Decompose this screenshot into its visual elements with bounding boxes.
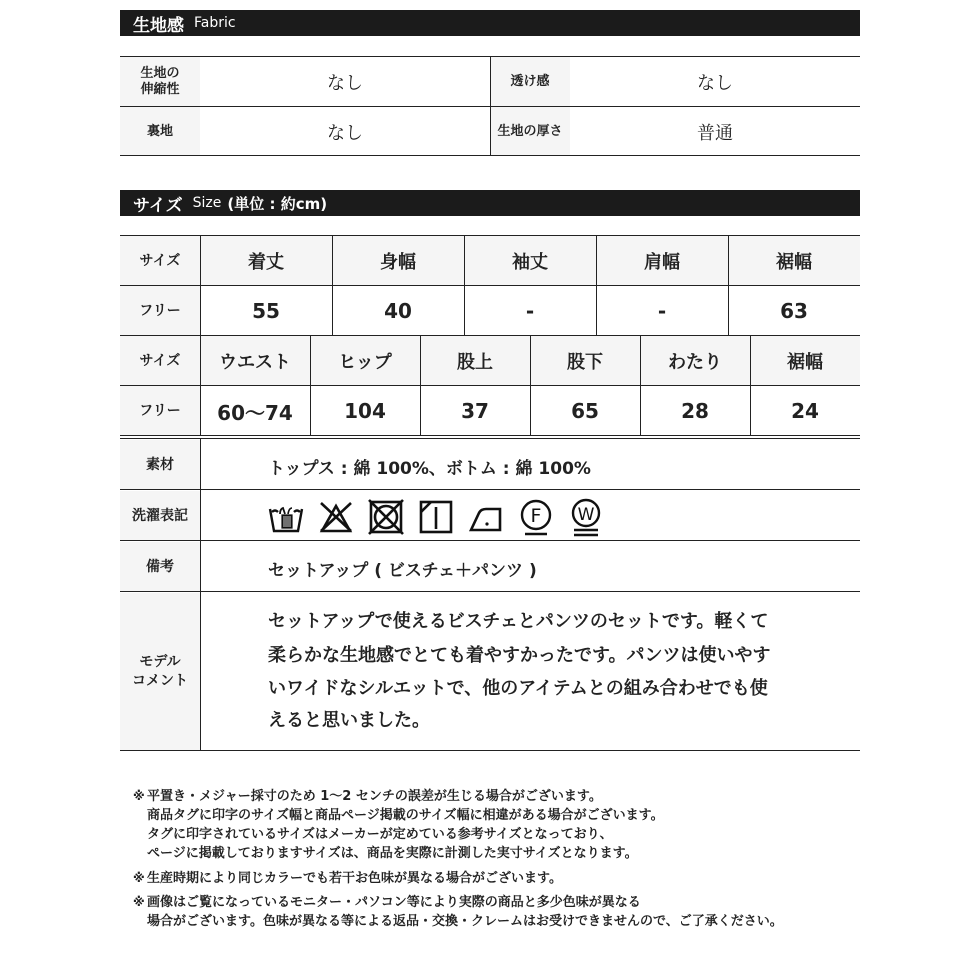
lining-label: 裏地: [120, 107, 200, 156]
note-mark: ※: [133, 871, 145, 885]
thickness-label: 生地の厚さ: [490, 107, 570, 156]
size-title: サイズ: [133, 195, 183, 216]
size-unit: (単位 : 約cm): [227, 194, 328, 213]
iron-low-icon: [468, 497, 504, 537]
dry-clean-f-icon: [518, 497, 554, 537]
size-table-double-border: [120, 438, 860, 439]
size-table-divider: [200, 336, 201, 436]
size-table-row-divider: [120, 285, 860, 286]
column-header-sleeve: 袖丈: [464, 236, 596, 286]
note-mark: ※: [133, 895, 145, 909]
size-table-divider: [640, 336, 641, 436]
model-comment-label-line1: モデル: [139, 654, 181, 670]
size-table-divider: [728, 236, 729, 336]
column-header-inseam: 股下: [530, 336, 640, 386]
fabric-subtitle: Fabric: [194, 15, 236, 31]
column-header-length: 着丈: [200, 236, 332, 286]
column-header-waist: ウエスト: [200, 336, 310, 386]
value-hem: 24: [791, 399, 819, 423]
details-row-divider: [120, 591, 860, 592]
size-row-label: フリー: [120, 286, 200, 336]
fabric-section-header: [120, 10, 860, 36]
size-header-label: サイズ: [120, 236, 200, 286]
value-thigh: 28: [681, 399, 709, 423]
size-header-label: サイズ: [120, 336, 200, 386]
material-value: トップス : 綿 100%、ボトム : 綿 100%: [268, 459, 591, 479]
value-inseam: 65: [571, 399, 599, 423]
thickness-value: 普通: [697, 122, 733, 144]
note-line: ページに掲載しておりますサイズは、商品を実際に計測した実寸サイズとなります。: [147, 846, 638, 861]
column-header-rise: 股上: [420, 336, 530, 386]
size-table-top-border: [120, 235, 860, 236]
svg-text:W: W: [577, 505, 595, 525]
note-line: タグに印字されているサイズはメーカーが定めている参考サイズとなっており、: [147, 827, 613, 842]
column-header-body-width: 身幅: [332, 236, 464, 286]
details-row-divider: [120, 540, 860, 541]
care-symbols: [268, 496, 618, 538]
no-tumble-dry-icon: [368, 497, 404, 537]
size-table-double-border: [120, 435, 860, 436]
material-label: 素材: [120, 440, 200, 490]
stretch-value: なし: [327, 73, 363, 94]
care-label: 洗濯表記: [120, 491, 200, 541]
column-header-shoulder: 肩幅: [596, 236, 728, 286]
lining-value: なし: [327, 122, 363, 144]
size-table-row-divider: [120, 385, 860, 386]
size-section-header: [120, 190, 860, 216]
svg-text:F: F: [530, 505, 542, 527]
fabric-title: 生地感: [133, 15, 184, 36]
size-table-divider: [332, 236, 333, 336]
size-table-row-divider: [120, 335, 860, 336]
column-header-hip: ヒップ: [310, 336, 420, 386]
stretch-label-line1: 生地の: [140, 66, 180, 81]
size-table-divider: [750, 336, 751, 436]
note-line: 画像はご覧になっているモニター・パソコン等により実際の商品と多少色味が異なる: [147, 895, 641, 910]
column-header-hem: 裾幅: [728, 236, 860, 286]
value-body-width: 40: [384, 299, 412, 323]
model-comment-label-line2: コメント: [132, 673, 188, 689]
sheerness-value: なし: [697, 73, 733, 94]
details-bottom-border: [120, 750, 860, 751]
model-comment-line: えると思いました。: [268, 710, 430, 731]
fabric-table-column-divider: [490, 57, 491, 156]
details-row-divider: [120, 489, 860, 490]
wet-clean-w-icon: [568, 497, 604, 537]
size-subtitle: Size: [192, 195, 222, 211]
value-sleeve: -: [525, 299, 535, 323]
size-table-divider: [530, 336, 531, 436]
value-shoulder: -: [657, 299, 667, 323]
size-table-divider: [596, 236, 597, 336]
stretch-label: [120, 57, 200, 107]
size-table-divider: [464, 236, 465, 336]
column-header-hem: 裾幅: [750, 336, 860, 386]
column-header-thigh: わたり: [640, 336, 750, 386]
model-comment-line: いワイドなシルエットで、他のアイテムとの組み合わせでも使: [268, 678, 768, 699]
model-comment-line: セットアップで使えるビスチェとパンツのセットです。軽くて: [268, 611, 769, 632]
size-table-divider: [310, 336, 311, 436]
note-line: 平置き・メジャー採寸のため 1〜2 センチの誤差が生じる場合がございます。: [147, 789, 602, 804]
stretch-label-line2: 伸縮性: [140, 82, 180, 97]
value-hip: 104: [344, 399, 386, 423]
no-bleach-icon: [318, 497, 354, 537]
remarks-label: 備考: [120, 542, 200, 592]
sheerness-label: 透け感: [490, 57, 570, 107]
model-comment-line: 柔らかな生地感でとても着やすかったです。パンツは使いやす: [268, 645, 771, 666]
note-line: 場合がございます。色味が異なる等による返品・交換・クレームはお受けできませんので、ご了承ください。: [147, 914, 783, 929]
hand-wash-icon: [268, 497, 304, 537]
size-row-label: フリー: [120, 386, 200, 436]
size-table-divider: [200, 236, 201, 336]
value-rise: 37: [461, 399, 489, 423]
shade-line-dry-icon: [418, 497, 454, 537]
details-column-divider: [200, 439, 201, 751]
note-mark: ※: [133, 789, 145, 803]
remarks-value: セットアップ ( ビスチェ＋パンツ ): [268, 561, 537, 581]
note-line: 生産時期により同じカラーでも若干お色味が異なる場合がございます。: [147, 871, 562, 886]
value-hem: 63: [780, 299, 808, 323]
size-table-divider: [420, 336, 421, 436]
value-waist: 60〜74: [217, 400, 293, 425]
model-comment-label: [120, 593, 200, 751]
value-length: 55: [252, 299, 280, 323]
note-line: 商品タグに印字のサイズ幅と商品ページ掲載のサイズ幅に相違がある場合がございます。: [147, 808, 664, 823]
